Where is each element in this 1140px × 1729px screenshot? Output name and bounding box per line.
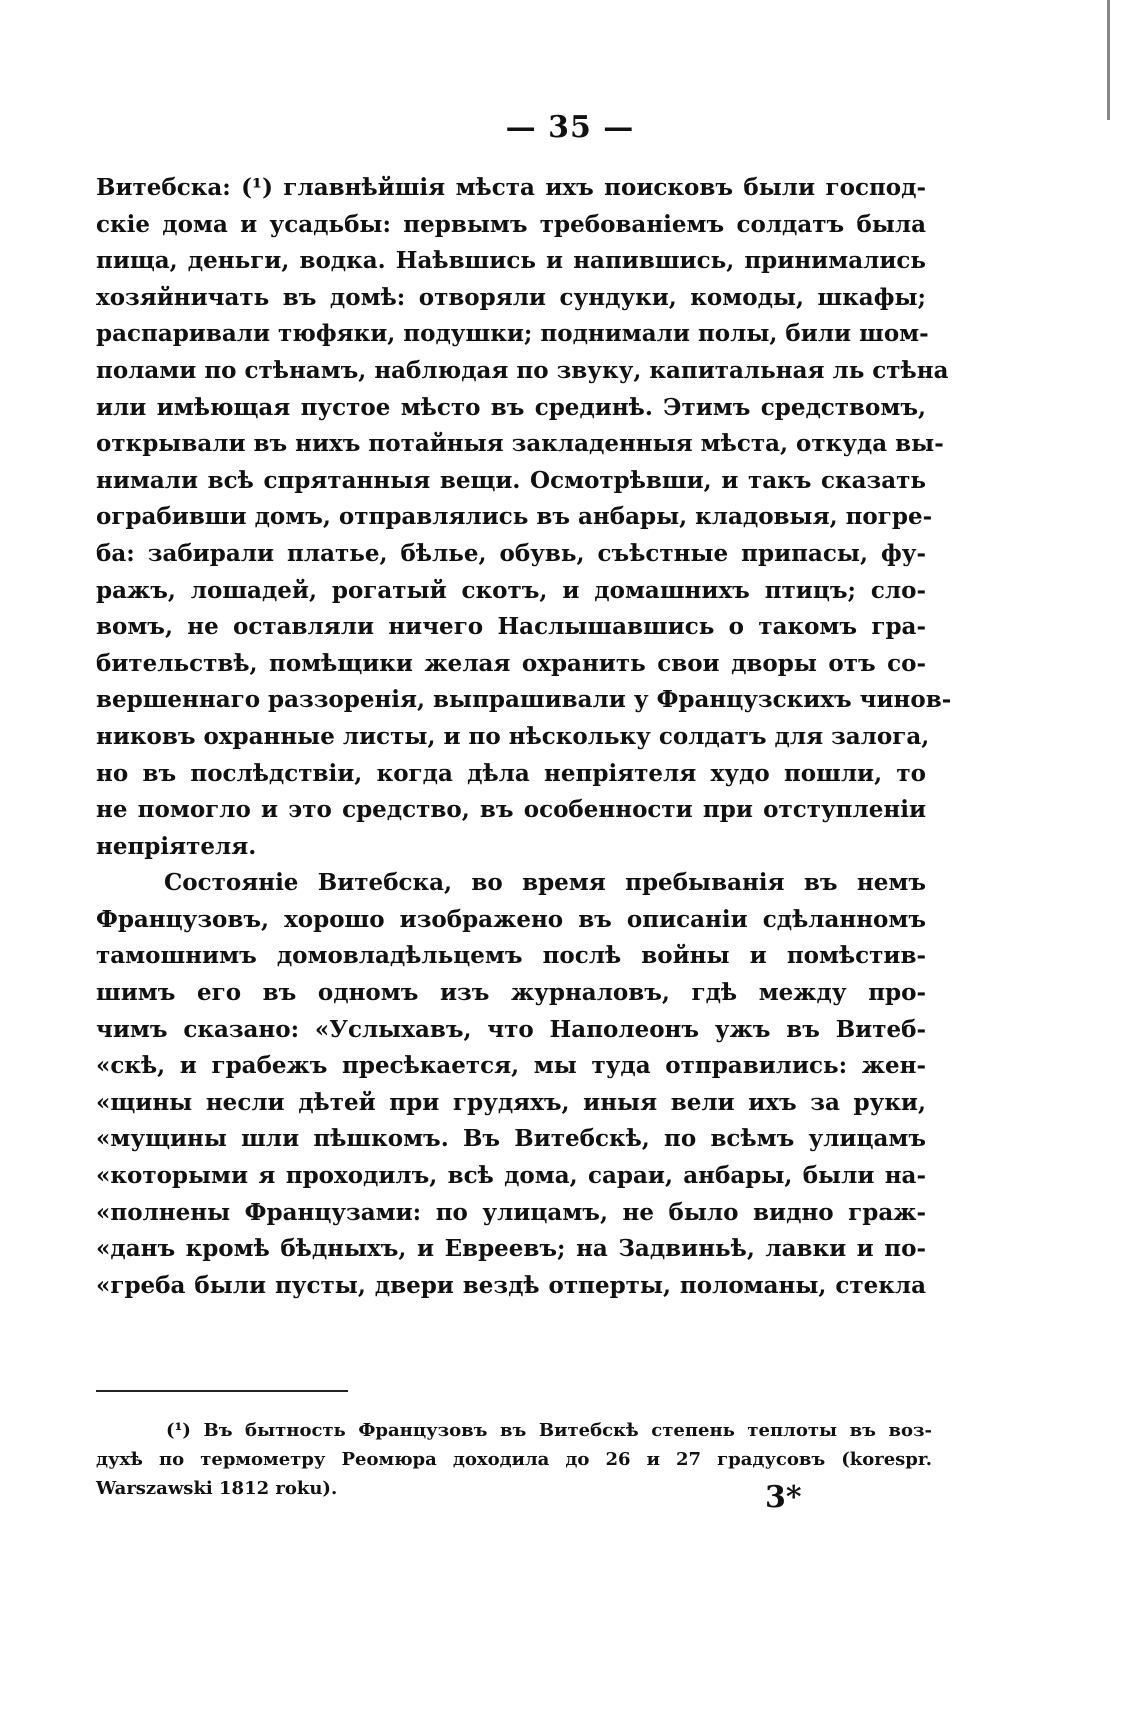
text-line: шимъ его въ одномъ изъ журналовъ, гдѣ между про-: [96, 979, 926, 1007]
text-line: хозяйничать въ домѣ: отворяли сундуки, комоды, шкафы;: [96, 283, 926, 311]
paragraph-1: [96, 170, 952, 865]
text-line: «щины несли дѣтей при грудяхъ, иныя вели ихъ за руки,: [96, 1088, 926, 1116]
text-line: чимъ сказано: «Услыхавъ, что Наполеонъ ужъ въ Витеб-: [96, 1015, 926, 1043]
text-line: бительствѣ, помѣщики желая охранить свои дворы отъ со-: [96, 649, 926, 677]
paragraph-2: [96, 865, 926, 1304]
footnote-line: духѣ по термометру Реомюра доходила до 26 и 27 градусовъ (korespr.: [96, 1449, 932, 1470]
text-line: «данъ кромѣ бѣдныхъ, и Евреевъ; на Задвиньѣ, лавки и по-: [96, 1235, 926, 1263]
text-line: Витебска: (¹) главнѣйшія мѣста ихъ поисковъ были господ-: [96, 174, 926, 201]
text-line: полами по стѣнамъ, наблюдая по звуку, капитальная ль стѣна: [96, 356, 949, 384]
text-line: «мущины шли пѣшкомъ. Въ Витебскѣ, по всѣмъ улицамъ: [96, 1125, 926, 1153]
page-number: — 35 —: [505, 110, 635, 145]
text-line: «греба были пусты, двери вездѣ отперты, поломаны, стекла: [96, 1271, 926, 1299]
text-line: ражъ, лошадей, рогатый скотъ, и домашнихъ птицъ; сло-: [96, 576, 926, 604]
text-line: нимали всѣ спрятанныя вещи. Осмотрѣвши, и такъ сказать: [96, 466, 926, 494]
text-line: открывали въ нихъ потайныя закладенныя мѣста, откуда вы-: [96, 430, 944, 458]
text-line: вершеннаго раззоренія, выпрашивали у Французскихъ чинов-: [96, 686, 952, 714]
text-line: ба: забирали платье, бѣлье, обувь, съѣстные припасы, фу-: [96, 539, 926, 567]
text-line: не помогло и это средство, въ особенности при отступленіи: [96, 796, 926, 824]
signature-mark: 3*: [765, 1480, 802, 1515]
text-line: непріятеля.: [96, 832, 257, 860]
footnote-line: Warszawski 1812 roku).: [96, 1478, 338, 1499]
main-text: [96, 170, 952, 1304]
text-line: вомъ, не оставляли ничего Наслышавшись о такомъ гра-: [96, 613, 926, 641]
text-line: Французовъ, хорошо изображено въ описаніи сдѣланномъ: [96, 905, 926, 933]
text-line: распаривали тюфяки, подушки; поднимали полы, били шом-: [96, 320, 929, 348]
text-line: никовъ охранные листы, и по нѣскольку солдатъ для залога,: [96, 722, 930, 750]
footnote: [96, 1416, 932, 1503]
text-line: Состояніе Витебска, во время пребыванія въ немъ: [164, 869, 926, 897]
text-line: но въ послѣдствіи, когда дѣла непріятеля худо пошли, то: [96, 759, 926, 787]
text-line: «которыми я проходилъ, всѣ дома, сараи, анбары, были на-: [96, 1162, 926, 1190]
text-line: или имѣющая пустое мѣсто въ срединѣ. Этимъ средствомъ,: [96, 393, 926, 421]
text-line: «полнены Французами: по улицамъ, не было видно граж-: [96, 1198, 926, 1226]
text-line: тамошнимъ домовладѣльцемъ послѣ войны и помѣстив-: [96, 942, 926, 970]
page-edge-line: [1107, 0, 1110, 120]
footnote-line: (¹) Въ бытность Французовъ въ Витебскѣ степень теплоты въ воз-: [166, 1420, 932, 1441]
text-line: скіе дома и усадьбы: первымъ требованіемъ солдатъ была: [96, 210, 926, 238]
text-line: ограбивши домъ, отправлялись въ анбары, кладовыя, погре-: [96, 503, 933, 531]
footnote-divider: [96, 1390, 348, 1392]
text-line: пища, деньги, водка. Наѣвшись и напившись, принимались: [96, 247, 926, 275]
text-line: «скѣ, и грабежъ пресѣкается, мы туда отправились: жен-: [96, 1052, 926, 1080]
